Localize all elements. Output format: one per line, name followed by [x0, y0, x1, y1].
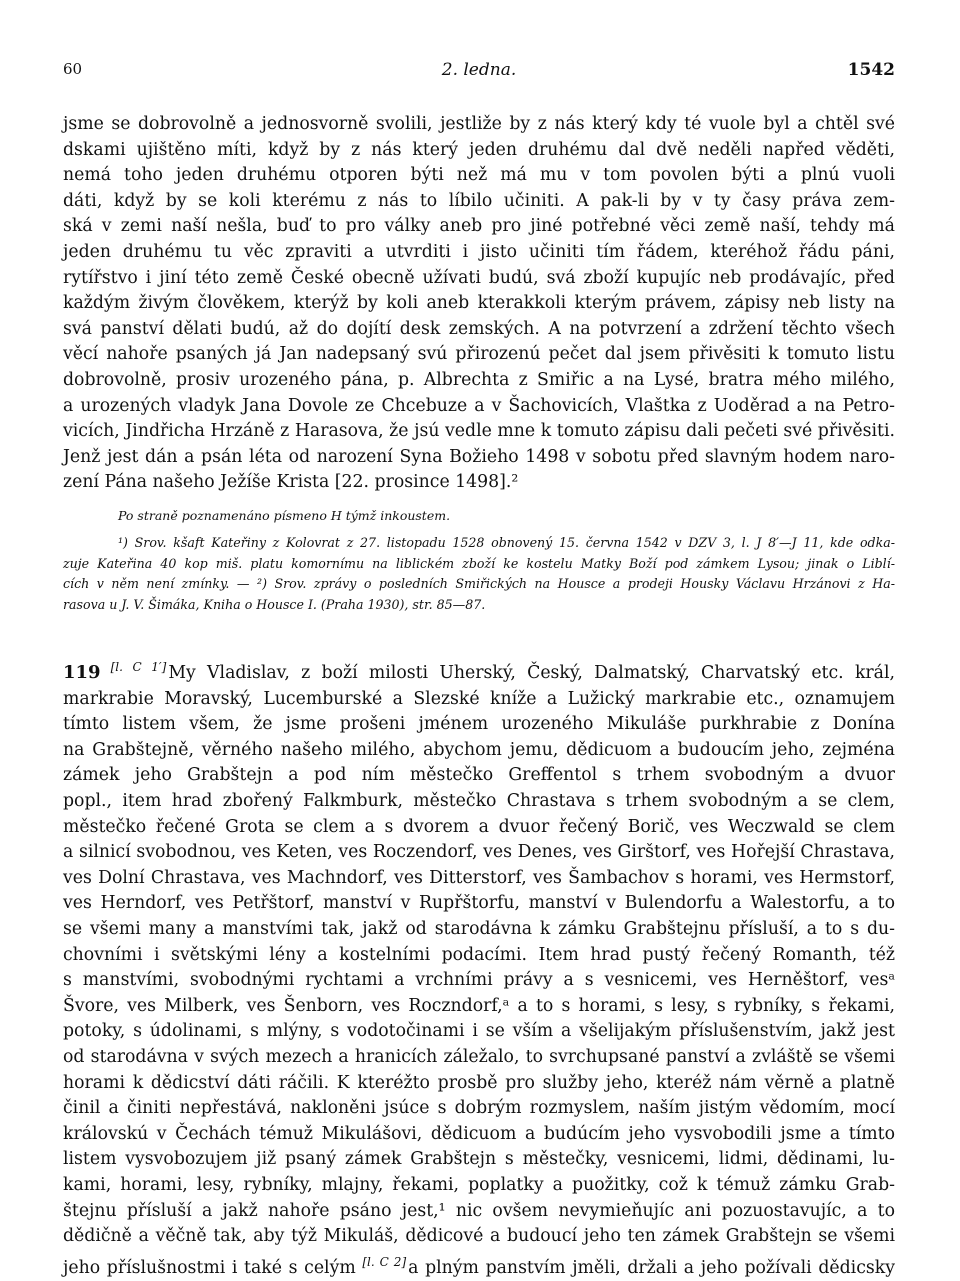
text-line: zení Pána našeho Ježíše Krista [22. prosince 1498].² [63, 472, 519, 493]
text-line: popl., item hrad zbořený Falkmburk, městečko Chrastava s trhem svobodným a se clem, [63, 791, 895, 812]
text-line: nemá toho jeden druhému otporen býti než má mu v tom povolen býti a plnú vuoli [63, 165, 895, 186]
text-line: horami k dědicství dáti ráčili. K kteréžto prosbě pro služby jeho, kteréž nám věrně a platně [63, 1072, 895, 1093]
text-line: vicích, Jindřicha Hrzáně z Harasova, že jsú vedle mne k tomuto zápisu dali pečeti své přivěsiti. [63, 421, 895, 442]
text-line: dobrovolně, prosiv urozeného pána, p. Albrechta z Smiřic a na Lysé, bratra mého milého, [63, 369, 895, 390]
text-line: Švore, ves Milberk, ves Šenborn, ves Roczndorf,ᵃ a to s horami, s lesy, s rybníky, s řekami, [63, 995, 895, 1016]
footnote-line: zuje Kateřina 40 kop miš. platu komornímu na liblickém zboží ke kostelu Matky Boží pod zámkem Lysou; jinak o Liblí- [63, 555, 895, 571]
text-line: a urozených vladyk Jana Dovole ze Chcebuze a v Šachovicích, Vlaštka z Uoděrad a na Petro- [63, 395, 895, 416]
text-line: jeho příslušnostmi i také s celým [63, 1257, 356, 1278]
text-line: od starodávna v svých mezech a hranicích záležalo, to svrchupsané panství a zvláště se všemi [63, 1046, 895, 1067]
page-number: 60 [63, 60, 83, 78]
document-119 [63, 655, 895, 1281]
text-line: s manstvími, svobodnými rychtami a vrchními právy a s vesnicemi, ves Herněštorf, vesᵃ [63, 970, 895, 991]
text-line: tímto listem všem, že jsme prošeni jménem urozeného Mikuláše purkhrabie z Donína [63, 714, 895, 735]
document-1-text [63, 112, 895, 496]
footnotes [63, 533, 895, 615]
footnote-line: cích v něm není zmínky. — ²) Srov. zprávy o posledních Smiřických na Housce a prodeji Housky Václavu Hrzánovi z Ha- [63, 576, 895, 592]
text-line: chovními i světskými lény a kostelními podacími. Item hrad pustý řečený Romanth, též [63, 944, 895, 965]
text-line: zámek jeho Grabštejn a pod ním městečko Greffentol s trhem svobodným a dvuor [63, 765, 895, 786]
text-line: každým živým člověkem, kterýž by koli aneb kterakkoli kterým právem, zápisy neb listy na [63, 293, 895, 314]
folio-sigil: [l. C 1′] [110, 660, 167, 675]
text-line: rytířstvo i jiní této země České obecně užívati budú, svá zboží kupujíc neb prodávajíc, před [63, 267, 895, 288]
text-line: a plným panstvím jměli, držali a jeho požívali dědicsky [408, 1257, 895, 1278]
text-line: věcí nahoře psaných já Jan nadepsaný svú přirozenú pečet dal jsem přivěsiti k tomuto listu [63, 344, 895, 365]
text-line: kami, horami, lesy, rybníky, mlajny, řekami, poplatky a puožitky, což k témuž zámku Grab- [63, 1174, 895, 1195]
entry-first-line [63, 655, 895, 686]
year-heading: 1542 [847, 60, 895, 80]
text-line: markrabie Moravský, Lucemburské a Slezské kníže a Lužický markrabie etc., oznamujem [63, 688, 895, 709]
book-page [63, 60, 895, 1281]
text-line: na Grabštejně, věrného našeho milého, abychom jemu, dědicuom a budoucím jeho, zejména [63, 739, 895, 760]
footnote-line: rasova u J. V. Šimáka, Kniha o Housce I. (Praha 1930), str. 85—87. [63, 596, 486, 612]
text-line: My Vladislav, z boží milosti Uherský, Český, Dalmatský, Charvatský etc. král, [168, 663, 895, 684]
text-line: potoky, s údolinami, s mlýny, s vodotočinami i se vším a všelijakým příslušenstvím, jakž jest [63, 1021, 895, 1042]
text-line: jeden druhému tu věc zpraviti a utvrditi i jisto učiniti tím řádem, kteréhož řádu páni, [63, 241, 895, 262]
page-header [63, 60, 895, 90]
text-line: ves Dolní Chrastava, ves Machndorf, ves Ditterstorf, ves Šambachov s horami, ves Hermstorf, [63, 867, 895, 888]
running-title: 2. ledna. [441, 60, 517, 80]
text-line: městečko řečené Grota se clem a s dvorem a dvuor řečený Borič, ves Weczwald se clem [63, 816, 895, 837]
text-line: se všemi many a manstvími tak, jakž od starodávna k zámku Grabštejnu přísluší, a to s du- [63, 918, 895, 939]
text-line: štejnu přísluší a jakž nahoře psáno jest,¹ nic ovšem nevymieňujíc ani pozuostavujíc, a to [63, 1200, 895, 1221]
entry-last-line [63, 1250, 895, 1281]
text-line: dáti, když by se koli kterému z nás to líbilo učiniti. A pak-li by v ty časy práva zem- [63, 190, 895, 211]
text-line: činil a činiti nepřestává, nakloněni jsúce s dobrým rozmyslem, naším jistým vědomím, mocí [63, 1098, 895, 1119]
footnote-line: ¹) Srov. kšaft Kateřiny z Kolovrat z 27. listopadu 1528 obnovený 15. června 1542 v DZV 3, l. J 8′—J 11, kde odka- [118, 534, 895, 550]
text-line: ves Herndorf, ves Petřštorf, manství v Rupřštorfu, manství v Bulendorfu a Walestorfu, a to [63, 893, 895, 914]
text-line: svá panství dělati budú, až do dojítí desk zemských. A na potvrzení a zdržení těchto všech [63, 318, 895, 339]
text-line: jsme se dobrovolně a jednosvorně svolili, jestliže by z nás který kdy té vuole byl a chtěl své [63, 114, 895, 134]
text-line: královskú v Čechách témuž Mikulášovi, dědicuom a budúcím jeho vysvobodili jsme a tímto [63, 1123, 895, 1144]
text-line: listem vysvobozujem již psaný zámek Grabštejn s městečky, vesnicemi, lidmi, dědinami, lu- [63, 1149, 895, 1170]
text-line: ská v zemi naší nešla, buď to pro války aneb pro jiné potřebné věci země naší, tehdy má [63, 216, 895, 237]
text-line: dědičně a věčně tak, aby týž Mikuláš, dědicové a budoucí jeho ten zámek Grabštejn se všemi [63, 1226, 895, 1247]
document-number: 119 [63, 662, 101, 684]
folio-sigil: [l. C 2] [362, 1254, 407, 1269]
text-line: dskami ujištěno míti, když by z nás který jeden druhému dal dvě neděli napřed věděti, [63, 139, 895, 160]
text-line: a silnicí svobodnou, ves Keten, ves Roczendorf, ves Denes, ves Girštorf, ves Hořejší Chrastava, [63, 842, 895, 863]
text-line: Jenž jest dán a psán léta od narození Syna Božieho 1498 v sobotu před slavným hodem naro- [63, 446, 895, 467]
editorial-note: Po straně poznamenáno písmeno H týmž inkoustem. [118, 507, 451, 523]
